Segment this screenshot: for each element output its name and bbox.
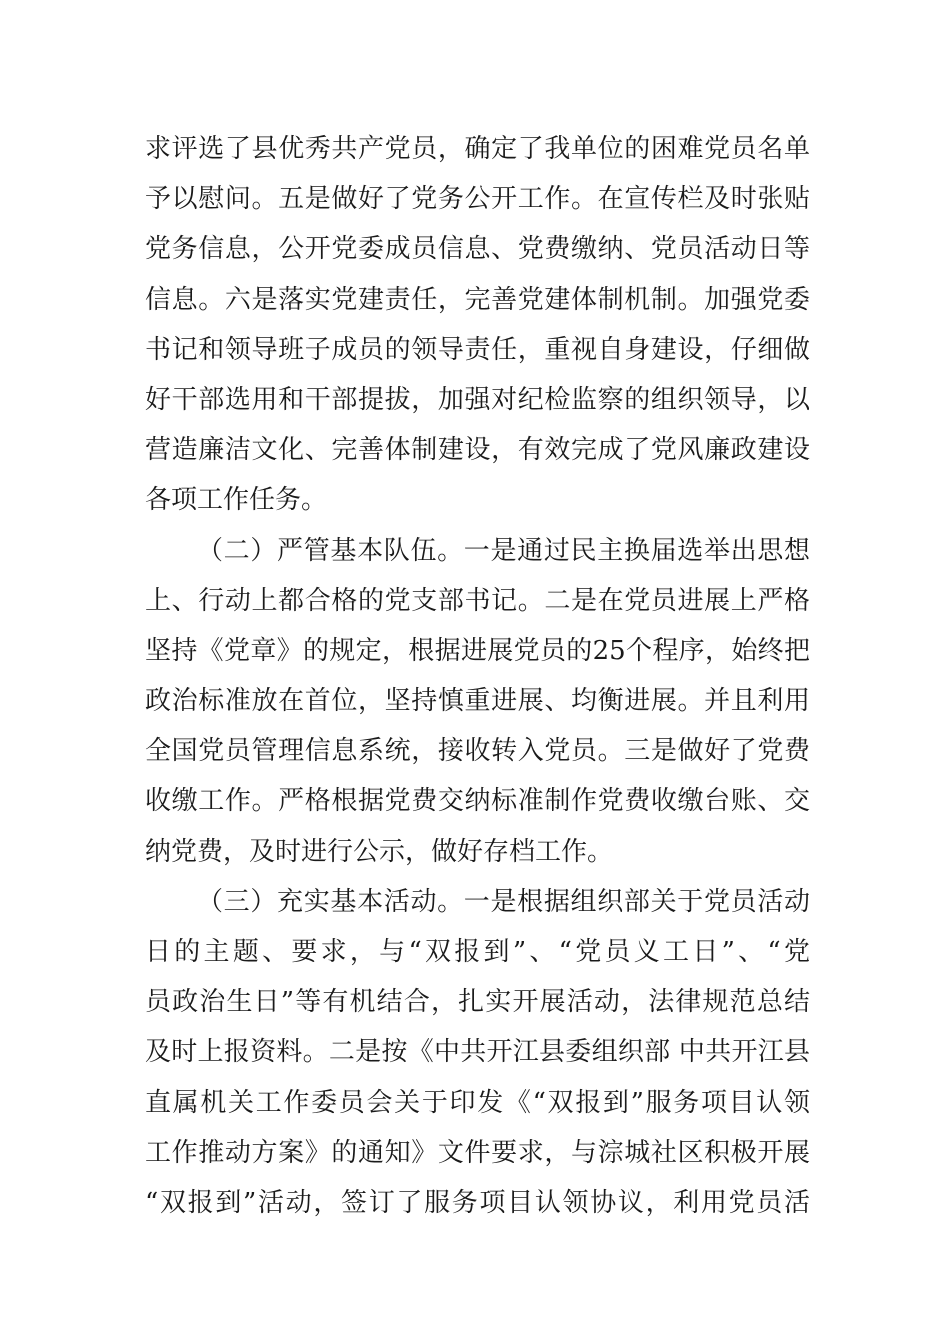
text-line: 政治标准放在首位，坚持慎重进展、均衡进展。并且利用 [145,686,810,717]
text-line: 直属机关工作委员会关于印发《“双报到”服务项目认领 [145,1087,810,1118]
text-line: 坚持《党章》的规定，根据进展党员的25个程序，始终把 [145,635,810,666]
text-line: 上、行动上都合格的党支部书记。二是在党员进展上严格 [145,585,810,616]
text-line: 各项工作任务。 [145,485,328,516]
text-line: 予以慰问。五是做好了党务公开工作。在宣传栏及时张贴 [145,184,810,215]
text-line: 工作推动方案》的通知》文件要求，与淙城社区积极开展 [145,1137,810,1168]
paragraph-heading-line: （三）充实基本活动。一是根据组织部关于党员活动 [197,886,810,917]
document-body [145,124,810,1228]
text-line: 党务信息，公开党委成员信息、党费缴纳、党员活动日等 [145,234,810,265]
text-line: 日的主题、要求，与“双报到”、“党员义工日”、“党 [145,937,810,967]
text-line: 收缴工作。严格根据党费交纳标准制作党费收缴台账、交 [145,786,810,817]
paragraph-heading-line: （二）严管基本队伍。一是通过民主换届选举出思想 [197,535,810,566]
text-line: 全国党员管理信息系统，接收转入党员。三是做好了党费 [145,736,810,767]
text-line: 信息。六是落实党建责任，完善党建体制机制。加强党委 [145,284,810,315]
text-line: 员政治生日”等有机结合，扎实开展活动，法律规范总结 [145,987,810,1018]
text-line: 及时上报资料。二是按《中共开江县委组织部 中共开江县 [145,1037,810,1068]
text-line: 书记和领导班子成员的领导责任，重视自身建设，仔细做 [145,334,810,365]
text-line: 营造廉洁文化、完善体制建设，有效完成了党风廉政建设 [145,435,810,466]
text-line: 求评选了县优秀共产党员，确定了我单位的困难党员名单 [145,134,810,164]
text-line: 纳党费，及时进行公示，做好存档工作。 [145,836,614,867]
text-line: 好干部选用和干部提拔，加强对纪检监察的组织领导，以 [145,384,810,415]
text-line: “双报到”活动，签订了服务项目认领协议，利用党员活 [145,1187,810,1218]
